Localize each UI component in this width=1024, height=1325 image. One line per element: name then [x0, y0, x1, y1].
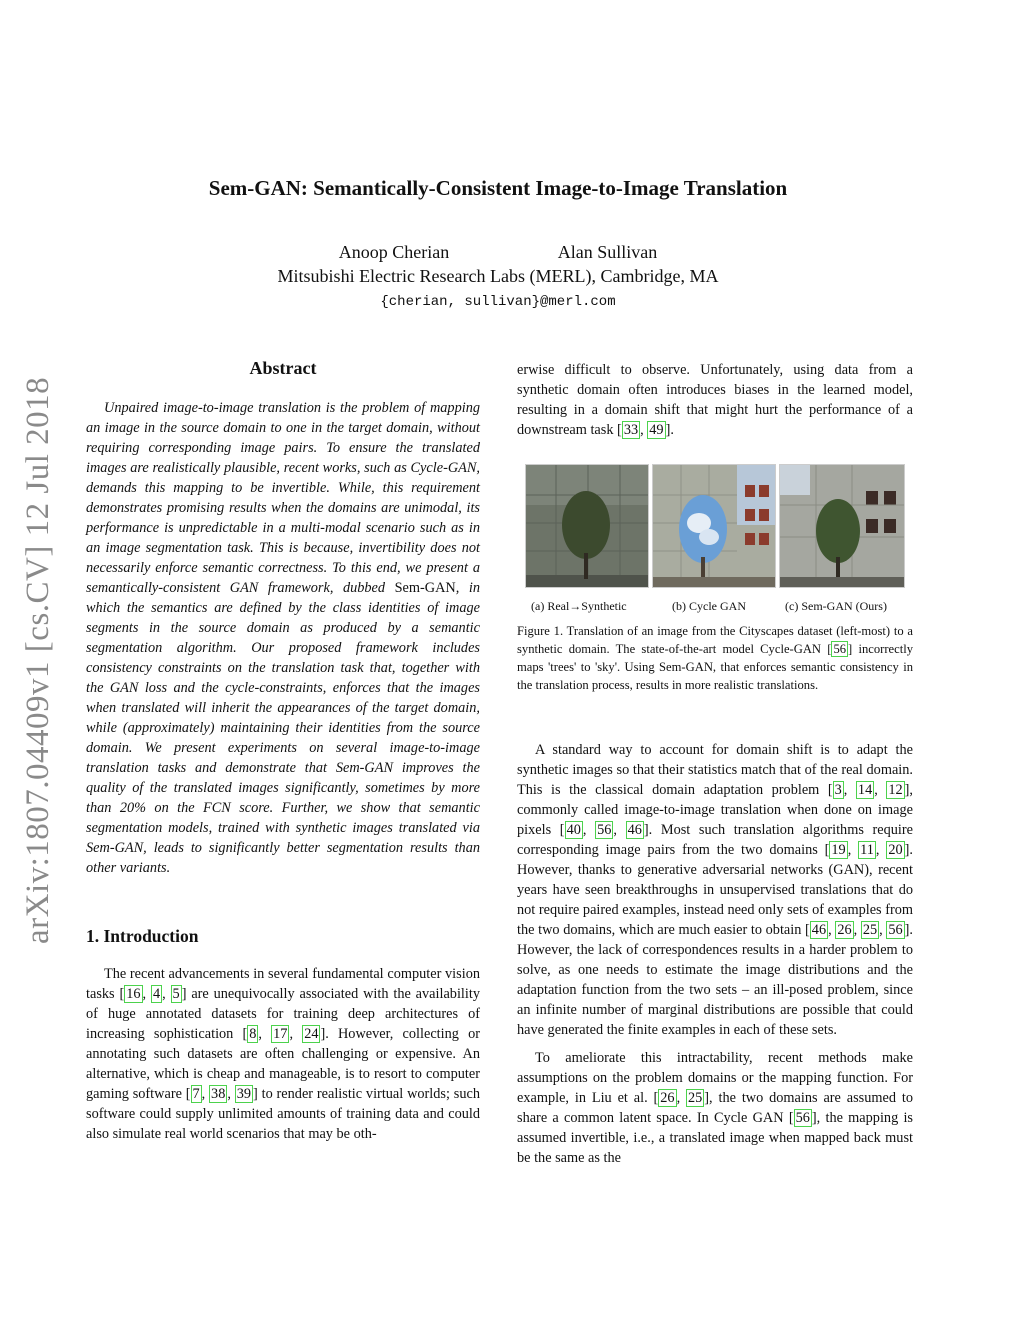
author-email: {cherian, sullivan}@merl.com [380, 294, 616, 310]
citation-link[interactable]: 14 [857, 782, 873, 798]
author-name: Alan Sullivan [557, 242, 658, 262]
citation-link[interactable]: 46 [627, 822, 642, 838]
subcaption-c: (c) Sem-GAN (Ours) [785, 599, 887, 613]
citation-link[interactable]: 7 [192, 1086, 200, 1102]
paper-title: Sem-GAN: Semantically-Consistent Image-to-Image Translation [208, 176, 788, 200]
citation-link[interactable]: 46 [811, 922, 827, 938]
citation-link[interactable]: 11 [860, 842, 874, 858]
intro-paragraph: The recent advancements in several fundamental computer vision tasks [ 16 , 4 , 5 ] are unequivocally associated with the availability of huge annotated datasets for training deep architectures of increasing sophistication [ 8 , 17 , 24 ]. However, collecting or annotating such datasets are often challenging or expensive. An alternative, which is cheap and manageable, is to resort to computer gaming software [ 7 , 38 , 39 ] to render realistic virtual worlds; such software could supply unlimited amounts of training data and could also simulate real world scenarios that may be oth- [86, 966, 480, 1142]
body-paragraph: To ameliorate this intractability, recent methods make assumptions on the problem domains or the mapping function. For example, in Liu et al. [ 26 , 25 ], the two domains are assumed to share a common latent space. In Cycle GAN [ 56 ], the mapping is assumed invertible, i.e., a translated image when mapped back must be the same as the [517, 1050, 913, 1166]
figure-1 [517, 464, 913, 720]
citation-link[interactable]: 26 [660, 1090, 675, 1106]
citation-link[interactable]: 4 [152, 986, 161, 1002]
citation-link[interactable]: 40 [566, 822, 581, 838]
citation-link[interactable]: 25 [688, 1090, 703, 1106]
citation-link[interactable]: 25 [862, 922, 878, 938]
intro-paragraph-continued: erwise difficult to observe. Unfortunately, using data from a synthetic domain often introduces biases in the learned model, resulting in a domain shift that might hurt the performance of a downstream task [ 33 , 49 ]. [517, 362, 913, 438]
abstract-heading: Abstract [249, 358, 317, 378]
abstract-text: Unpaired image-to-image translation is the problem of mapping an image in the source domain to one in the target domain, without requiring corresponding image pairs. To ensure the translated images are realistically plausible, recent works, such as Cycle-GAN, demands this mapping to be invertible. While, this requirement demonstrates promising results when the domains are unimodal, its performance is unpredictable in a multi-modal scenario such as in an image segmentation task. This is because, invertibility does not necessarily enforce semantic correctness. To this end, we present a semantically-consistent GAN framework, dubbed Sem-GAN, in which the semantics are defined by the class identities of image segments in the source domain as produced by a semantic segmentation algorithm. Our proposed framework includes consistency constraints on the translation task that, together with the GAN loss and the cycle-constraints, enforces that the images when translated will inherit the appearances of the target domain, while (approximately) maintaining their identities from the source domain. We present experiments on several image-to-image translation tasks and demonstrate that Sem-GAN improves the quality of the translated images significantly, sometimes by more than 20% on the FCN score. Further, we show that semantic segmentation models, trained with synthetic images translated via Sem-GAN, leads to significantly better segmentation results than other variants. [86, 400, 480, 876]
citation-link[interactable]: 56 [795, 1110, 810, 1126]
subcaption-b: (b) Cycle GAN [672, 599, 746, 613]
citation-link[interactable]: 33 [623, 422, 639, 438]
figure-image-cycle-gan [652, 464, 776, 588]
citation-link[interactable]: 26 [837, 922, 852, 938]
citation-link[interactable]: 17 [273, 1026, 288, 1042]
citation-link[interactable]: 24 [304, 1026, 319, 1042]
method-name: Sem-GAN [394, 580, 456, 596]
citation-link[interactable]: 12 [888, 782, 903, 798]
citation-link[interactable]: 38 [211, 1086, 226, 1102]
figure-caption: Figure 1. Translation of an image from the Cityscapes dataset (left-most) to a synthetic domain. The state-of-the-art model Cycle-GAN [ 56 ] incorrectly maps 'trees' to 'sky'. Using Sem-GAN, that enforces semantic consistency in the translation process, results in more realistic translations. [517, 624, 913, 692]
affiliation: Mitsubishi Electric Research Labs (MERL), Cambridge, MA [277, 266, 719, 286]
citation-link[interactable]: 16 [126, 986, 141, 1002]
author-block [90, 240, 906, 314]
citation-link[interactable]: 56 [888, 922, 903, 938]
subcaption-a: (a) Real→Synthetic [531, 599, 627, 613]
citation-link[interactable]: 5 [172, 986, 180, 1002]
arxiv-identifier: arXiv:1807.04409v1 [cs.CV] 12 Jul 2018 [20, 376, 56, 944]
citation-link[interactable]: 20 [888, 842, 903, 858]
citation-link[interactable]: 39 [236, 1086, 252, 1102]
citation-link[interactable]: 49 [649, 422, 664, 438]
body-paragraph: A standard way to account for domain shift is to adapt the synthetic images so that their statistics match that of the real domain. This is the classical domain adaptation problem [ 3 , 14 , 12 ], commonly called image-to-image translation when done on image pixels [ 40 , 56 , 46 ]. Most such translation algorithms require corresponding image pairs from the two domains [ 19 , 11 , 20 ]. However, thanks to generative adversarial networks (GAN), recent years have seen breakthroughs in unsupervised translations that do not require paired examples, instead need only sets of examples from the two domains, which are much easier to obtain [ 46 , 26 , 25 , 56 ]. However, the lack of correspondences results in a harder problem to solve, as one needs to estimate the image distributions and the adaptation function from the two sets – an ill-posed problem, since an infinite number of marginal distributions are possible that could have generated the finite examples in each of these sets. [517, 742, 913, 1038]
left-column [86, 356, 480, 1144]
right-column [517, 360, 913, 1168]
author-name: Anoop Cherian [338, 242, 450, 262]
citation-link[interactable]: 3 [834, 782, 842, 798]
citation-link[interactable]: 56 [833, 642, 847, 656]
figure-image-sem-gan [779, 464, 905, 588]
citation-link[interactable]: 8 [249, 1026, 257, 1042]
figure-image-real-to-synthetic [525, 464, 649, 588]
section-heading-introduction: 1. Introduction [86, 926, 199, 946]
citation-link[interactable]: 56 [597, 822, 612, 838]
citation-link[interactable]: 19 [831, 842, 846, 858]
